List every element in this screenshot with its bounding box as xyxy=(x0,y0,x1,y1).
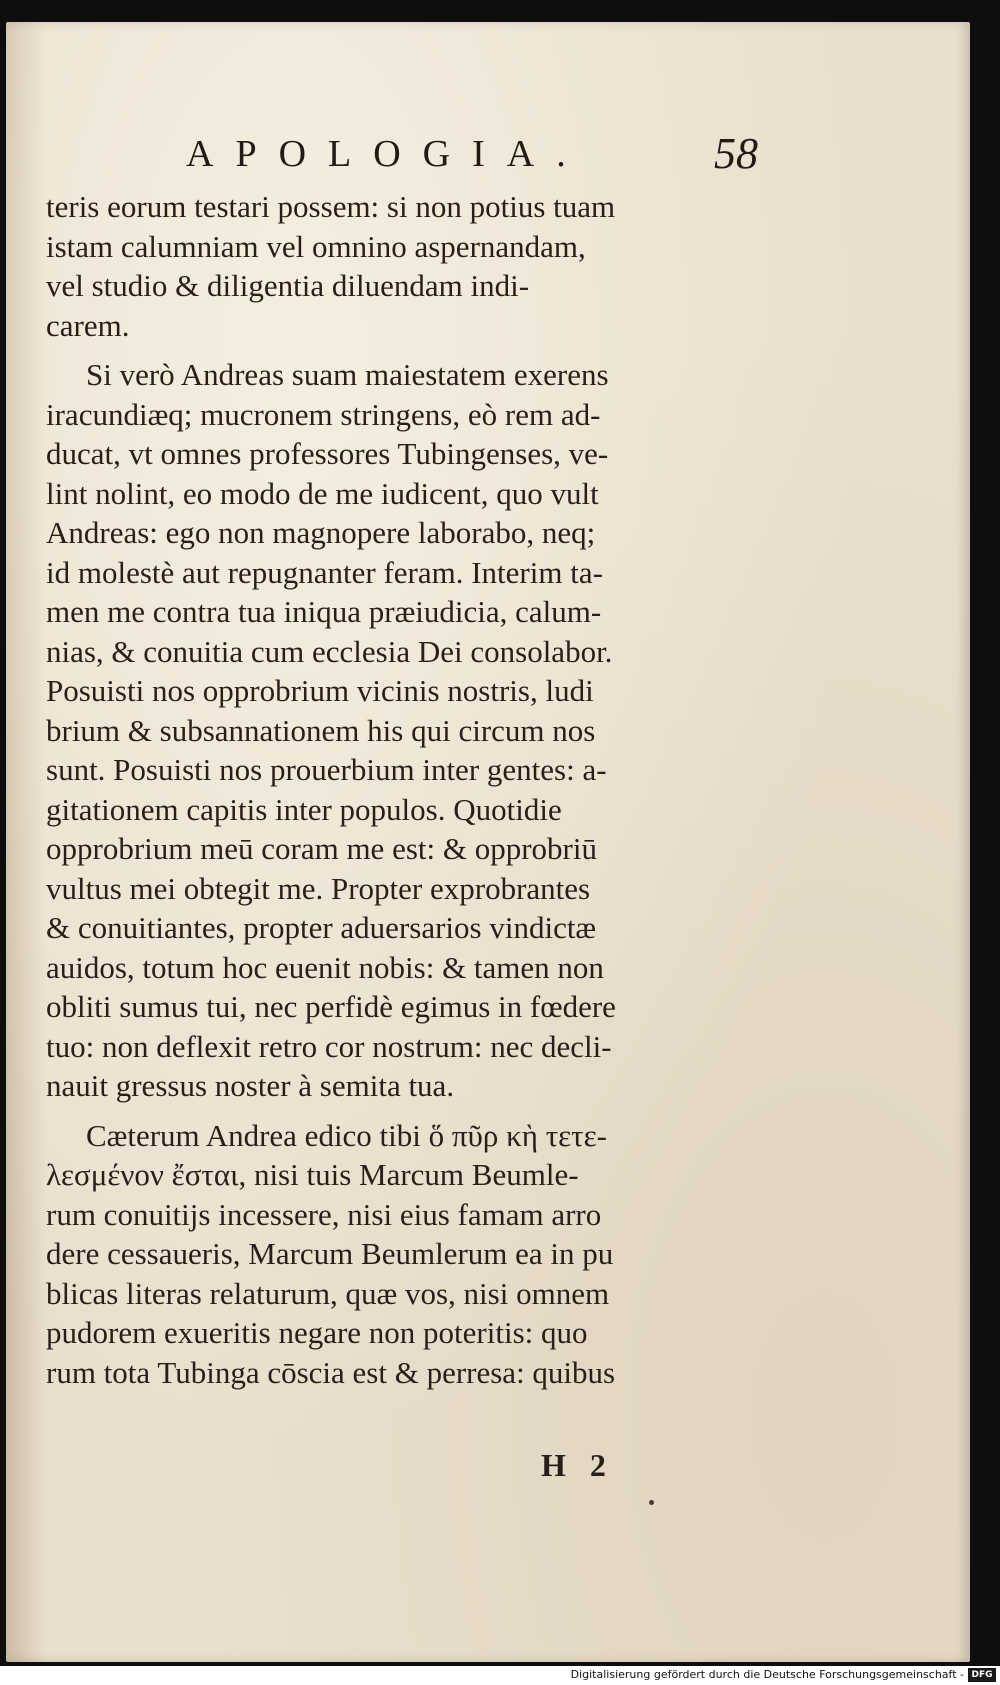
text-line: istam calumniam vel omnino aspernandam, xyxy=(46,228,586,264)
text-line: & conuitiantes, propter aduersarios vindictæ xyxy=(46,910,597,945)
text-line: dere cessaueris, Marcum Beumlerum ea in pu xyxy=(46,1236,614,1271)
page-header xyxy=(186,129,758,182)
text-line: obliti sumus tui, nec perfidè egimus in fœdere xyxy=(46,989,616,1024)
text-line: rum conuitijs incessere, nisi eius famam arro xyxy=(46,1196,602,1232)
text-line: teris eorum testari possem: si non potius tuam xyxy=(46,189,616,224)
text-line: opprobrium meū coram me est: & opprobriū xyxy=(46,831,597,866)
text-line: tuo: non deflexit retro cor nostrum: nec decli- xyxy=(46,1028,612,1064)
book-page xyxy=(6,22,970,1662)
dfg-logo-icon: DFG xyxy=(968,1668,996,1682)
text-line: gitationem capitis inter populos. Quotidie xyxy=(46,791,562,827)
text-line: vultus mei obtegit me. Propter exprobrantes xyxy=(46,870,591,906)
ink-speck xyxy=(649,1500,654,1505)
text-line: sunt. Posuisti nos prouerbium inter gentes: a- xyxy=(46,752,607,787)
running-title: APOLOGIA. xyxy=(186,133,588,175)
page-number: 58 xyxy=(714,129,758,178)
text-line: nauit gressus noster à semita tua. xyxy=(46,1068,455,1103)
text-line: carem. xyxy=(46,307,130,343)
text-line: brium & subsannationem his qui circum nos xyxy=(46,712,596,748)
text-line: blicas literas relaturum, quæ vos, nisi omnem xyxy=(46,1275,610,1311)
text-line: vel studio & diligentia diluendam indi- xyxy=(46,268,530,303)
text-line: iracundiæq; mucronem stringens, eò rem ad- xyxy=(46,396,601,432)
text-line: Andreas: ego non magnopere laborabo, neq; xyxy=(46,515,596,550)
signature-mark: H 2 xyxy=(541,1447,606,1483)
text-line: Posuisti nos opprobrium vicinis nostris, ludi xyxy=(46,673,594,708)
text-line: id molestè aut repugnanter feram. Interim ta- xyxy=(46,554,603,590)
body-text xyxy=(46,187,746,1392)
text-line: Si verò Andreas suam maiestatem exerens xyxy=(86,357,609,392)
text-line: lint nolint, eo modo de me iudicent, quo vult xyxy=(46,475,599,511)
text-line: ducat, vt omnes professores Tubingenses, ve- xyxy=(46,436,609,471)
funding-credit: Digitalisierung gefördert durch die Deutsche Forschungsgemeinschaft - xyxy=(570,1668,964,1681)
footer-bar xyxy=(0,1666,1000,1685)
text-line: Cæterum Andrea edico tibi ὅ πῦρ κὴ τετε- xyxy=(86,1117,607,1153)
text-line: pudorem exueritis negare non poteritis: quo xyxy=(46,1315,588,1350)
text-line: rum tota Tubinga cōscia est & perresa: quibus xyxy=(46,1354,616,1390)
text-line: nias, & conuitia cum ecclesia Dei consolabor. xyxy=(46,633,613,669)
text-line: auidos, totum hoc euenit nobis: & tamen non xyxy=(46,949,604,985)
text-line: men me contra tua iniqua præiudicia, calum- xyxy=(46,594,602,629)
text-line: λεσμένον ἔσται, nisi tuis Marcum Beumle- xyxy=(46,1157,579,1192)
